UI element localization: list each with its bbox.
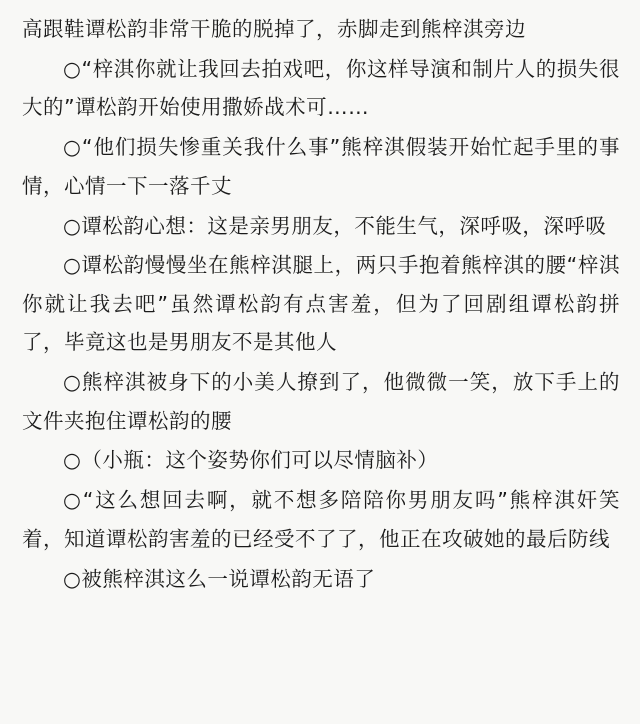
paragraph-8: ○“这么想回去啊，就不想多陪陪你男朋友吗”熊梓淇奸笑着，知道谭松韵害羞的已经受不了了，他正在攻破她的最后防线 bbox=[22, 488, 620, 551]
paragraph-3: ○“他们损失惨重关我什么事”熊梓淇假装开始忙起手里的事情，心情一下一落千丈 bbox=[22, 135, 620, 198]
paragraph-1: 高跟鞋谭松韵非常干脆的脱掉了，赤脚走到熊梓淇旁边 bbox=[22, 17, 526, 41]
paragraph-6: ○熊梓淇被身下的小美人撩到了，他微微一笑，放下手上的文件夹抱住谭松韵的腰 bbox=[22, 370, 620, 433]
paragraph-4: ○谭松韵心想：这是亲男朋友，不能生气，深呼吸，深呼吸 bbox=[63, 213, 607, 238]
paragraph-5: ○谭松韵慢慢坐在熊梓淇腿上，两只手抱着熊梓淇的腰“梓淇你就让我去吧”虽然谭松韵有点害羞，但为了回剧组谭松韵拼了，毕竟这也是男朋友不是其他人 bbox=[22, 253, 620, 355]
paragraph-7: ○（小瓶：这个姿势你们可以尽情脑补） bbox=[63, 448, 439, 473]
paragraph-2: ○“梓淇你就让我回去拍戏吧，你这样导演和制片人的损失很大的”谭松韵开始使用撒娇战术可…… bbox=[22, 56, 620, 120]
paragraph-9: ○被熊梓淇这么一说谭松韵无语了 bbox=[63, 566, 376, 591]
